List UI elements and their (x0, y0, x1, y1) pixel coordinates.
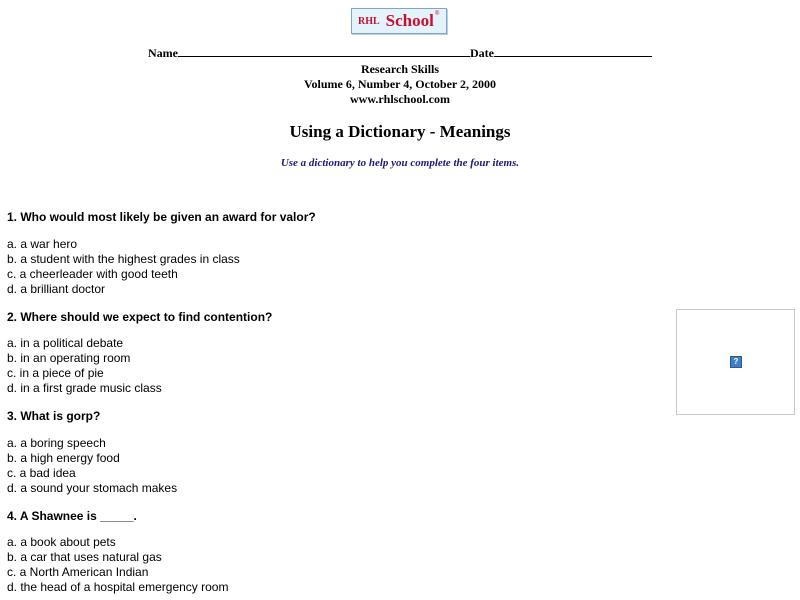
date-blank (494, 46, 652, 57)
question-1: 1. Who would most likely be given an award for valor? (7, 210, 316, 224)
page-title: Using a Dictionary - Meanings (289, 122, 511, 141)
name-date-line (0, 46, 800, 61)
instructions: Use a dictionary to help you complete the four items. (280, 157, 520, 169)
option: d. in a first grade music class (7, 381, 162, 395)
logo-registered-mark: ® (434, 11, 440, 17)
option: a. a boring speech (7, 436, 106, 450)
option: d. a sound your stomach makes (7, 481, 178, 495)
option: c. a North American Indian (7, 565, 149, 579)
question-1-options (7, 237, 240, 297)
option: a. in a political debate (7, 336, 124, 350)
option: c. a bad idea (7, 466, 76, 480)
image-placeholder (676, 309, 795, 415)
question-4: 4. A Shawnee is _____. (7, 509, 137, 523)
option: d. a brilliant doctor (7, 282, 106, 296)
question-3: 3. What is gorp? (7, 409, 101, 423)
option: b. a car that uses natural gas (7, 550, 162, 564)
question-4-options (7, 535, 228, 595)
logo-word: School (385, 11, 434, 30)
option: b. a student with the highest grades in class (7, 252, 240, 266)
option: a. a book about pets (7, 535, 116, 549)
option: c. in a piece of pie (7, 366, 104, 380)
name-label: Name (148, 46, 178, 60)
question-2: 2. Where should we expect to find contention? (7, 310, 273, 324)
question-2-options (7, 336, 162, 396)
option: c. a cheerleader with good teeth (7, 267, 178, 281)
date-label: Date (470, 46, 494, 60)
option: d. the head of a hospital emergency room (7, 580, 229, 594)
option: b. in an operating room (7, 351, 131, 365)
site-logo[interactable] (351, 8, 447, 34)
logo-prefix: RHL (358, 15, 380, 27)
name-blank (178, 46, 470, 57)
option: a. a war hero (7, 237, 78, 251)
issue-info: Volume 6, Number 4, October 2, 2000 (303, 77, 497, 91)
option: b. a high energy food (7, 451, 120, 465)
website-link[interactable]: www.rhlschool.com (350, 92, 450, 106)
subject-heading: Research Skills (360, 62, 440, 76)
question-3-options (7, 436, 177, 496)
broken-image-icon: ? (730, 356, 742, 368)
